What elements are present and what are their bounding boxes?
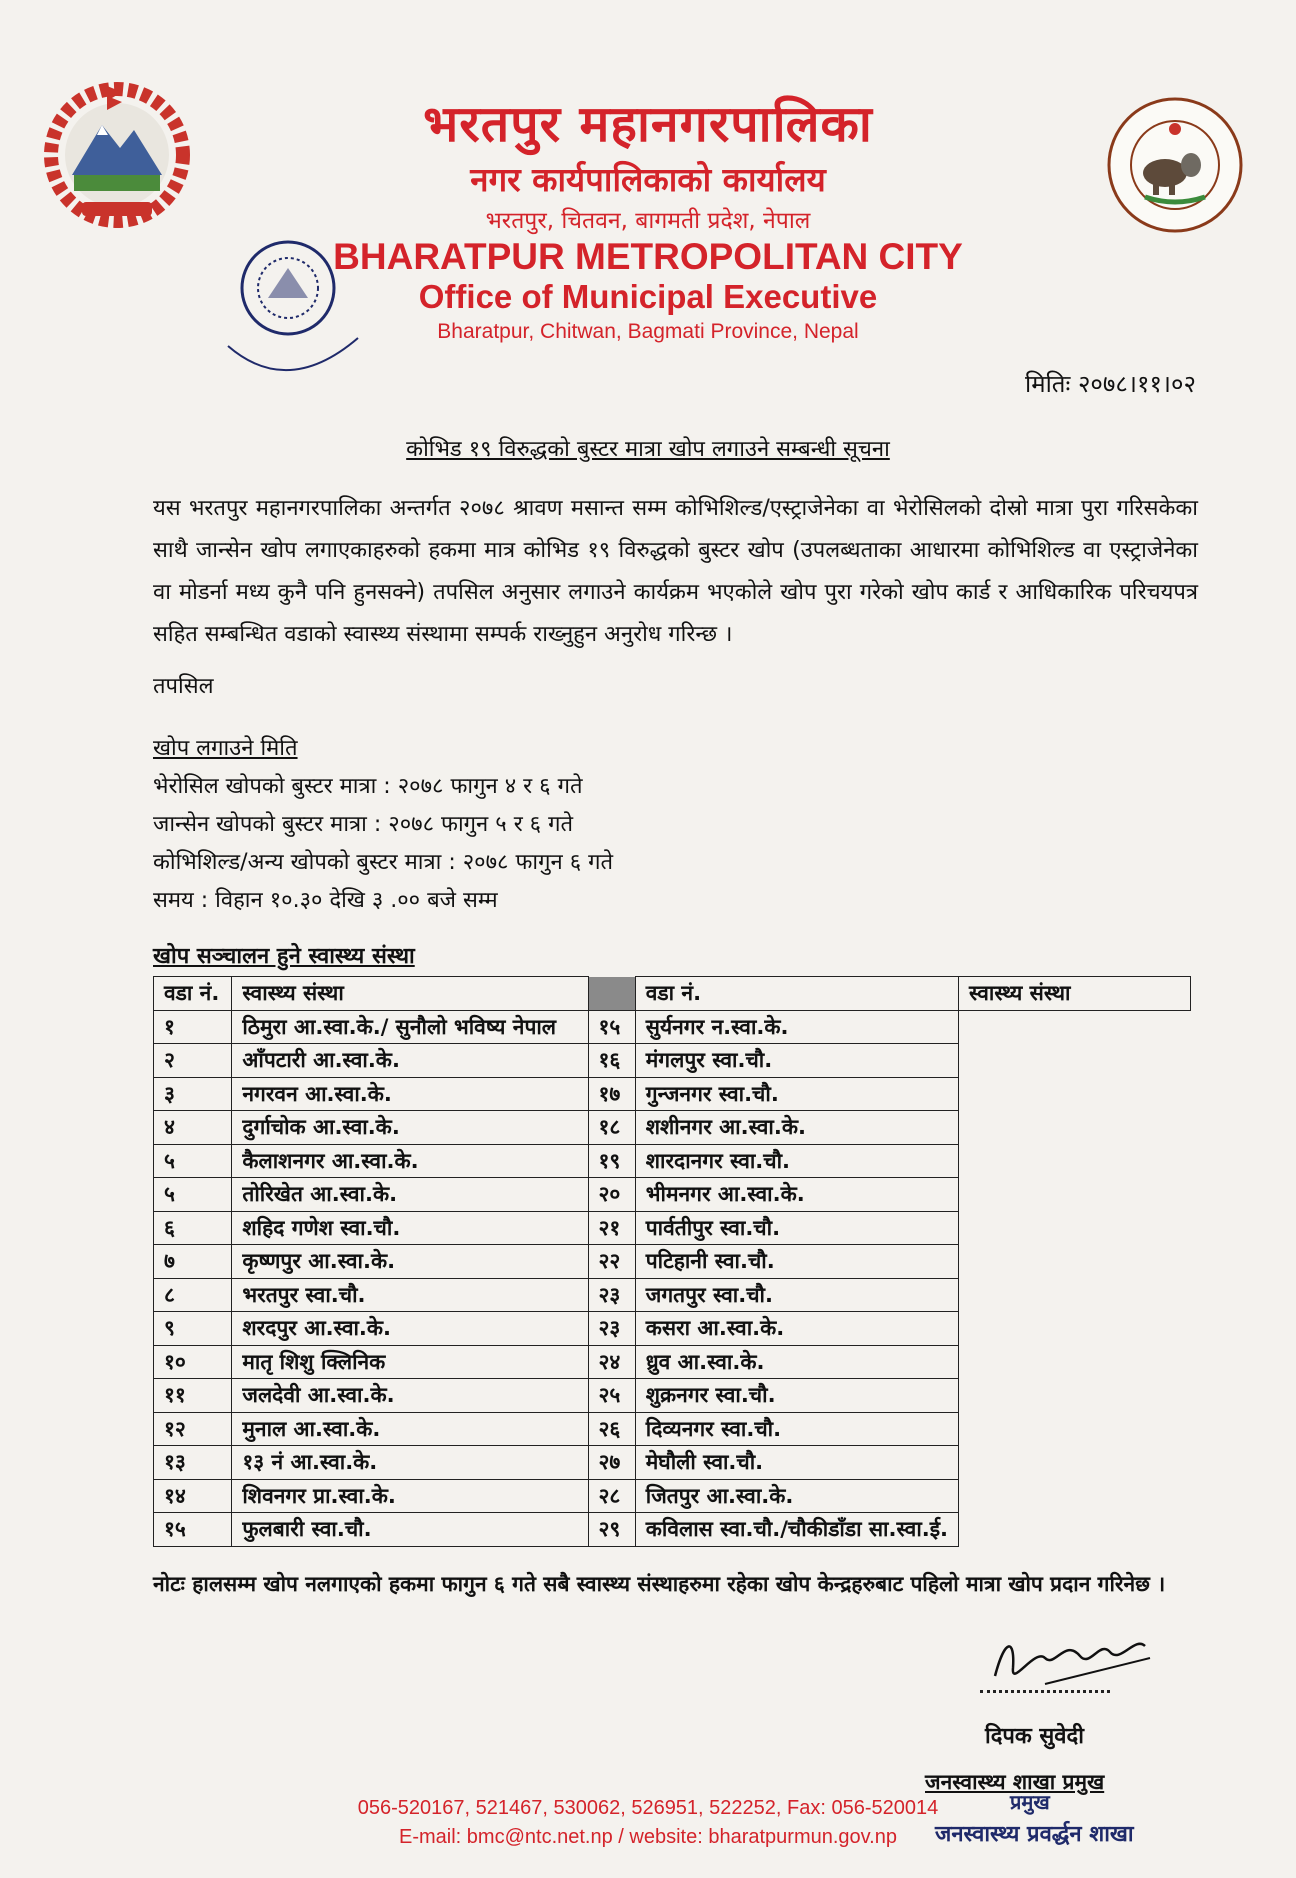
ward-number-cell: २५ [588,1379,635,1413]
stamp-branch-name: जनस्वास्थ्य प्रवर्द्धन शाखा [935,1822,1134,1847]
ward-number-cell: २ [154,1044,232,1078]
schedule-line: समय : विहान १०.३० देखि ३ .०० बजे सम्म [153,888,498,913]
facility-name-cell: पटिहानी स्वा.चौ. [635,1245,958,1279]
ward-number-cell: १५ [154,1513,232,1547]
facility-name-cell: फुलबारी स्वा.चौ. [232,1513,588,1547]
facility-name-cell: जगतपुर स्वा.चौ. [635,1278,958,1312]
vaccination-schedule [153,730,613,920]
facility-name-cell: कैलाशनगर आ.स्वा.के. [232,1144,588,1178]
ward-number-cell: ३ [154,1077,232,1111]
ward-number-cell: ८ [154,1278,232,1312]
table-row [154,1479,1191,1513]
notice-title: कोभिड १९ विरुद्धको बुस्टर मात्रा खोप लगाउने सम्बन्धी सूचना [406,437,890,462]
facility-name-cell: शशीनगर आ.स्वा.के. [635,1111,958,1145]
table-row [154,1312,1191,1346]
facility-name-cell: शारदानगर स्वा.चौ. [635,1144,958,1178]
signatory-role: जनस्वास्थ्य शाखा प्रमुख [925,1770,1105,1794]
notice-paragraph: यस भरतपुर महानगरपालिका अन्तर्गत २०७८ श्रावण मसान्त सम्म कोभिशिल्ड/एस्ट्राजेनेका वा भेरोसिलको दोस्रो मात्रा पुरा गरिसकेका साथै जान्सेन खोप लगाएकाहरुको हकमा मात्र कोभिड १९ विरुद्धको बुस्टर खोप (उपलब्धताका आधारमा कोभिशिल्ड वा एस्ट्राजेनेका वा मोडर्ना मध्य कुनै पनि हुनसक्ने) तपसिल अनुसार लगाउने कार्यक्रम भएकोले खोप पुरा गरेको खोप कार्ड र आधिकारिक परिचयपत्र सहित सम्बन्धित वडाको स्वास्थ्य संस्थामा सम्पर्क राख्नुहुन अनुरोध गरिन्छ । [153,496,1198,647]
table-row [154,1412,1191,1446]
ward-number-cell: १५ [588,1010,635,1044]
office-name-english: BHARATPUR METROPOLITAN CITY [333,236,963,277]
facility-name-cell: नगरवन आ.स्वा.के. [232,1077,588,1111]
ward-number-cell: १९ [588,1144,635,1178]
ward-number-cell: २६ [588,1412,635,1446]
facility-name-cell: तोरिखेत आ.स्वा.के. [232,1178,588,1212]
ward-number-cell: १० [154,1345,232,1379]
facility-name-cell: भरतपुर स्वा.चौ. [232,1278,588,1312]
table-row [154,1111,1191,1145]
ward-number-cell: २० [588,1178,635,1212]
facility-name-cell: मेघौली स्वा.चौ. [635,1446,958,1480]
office-subtitle-english: Office of Municipal Executive [418,278,878,315]
office-address-nepali: भरतपुर, चितवन, बागमती प्रदेश, नेपाल [485,208,811,234]
schedule-line: जान्सेन खोपको बुस्टर मात्रा : २०७८ फागुन ५ र ६ गते [153,812,574,837]
office-name-nepali: भरतपुर महानगरपालिका [423,95,873,153]
facility-name-cell: गुन्जनगर स्वा.चौ. [635,1077,958,1111]
facility-name-cell: ध्रुव आ.स्वा.के. [635,1345,958,1379]
ward-number-cell: २९ [588,1513,635,1547]
signature-line [980,1690,1110,1693]
signatory-name: दिपक सुवेदी [985,1724,1084,1749]
facility-name-cell: शुक्रनगर स्वा.चौ. [635,1379,958,1413]
facility-name-cell: १३ नं आ.स्वा.के. [232,1446,588,1480]
table-row [154,1446,1191,1480]
facility-name-cell: जलदेवी आ.स्वा.के. [232,1379,588,1413]
health-facility-table [153,976,1191,1547]
table-row [154,1379,1191,1413]
facility-name-cell: शिवनगर प्रा.स्वा.के. [232,1479,588,1513]
table-row [154,1044,1191,1078]
ward-number-cell: १३ [154,1446,232,1480]
table-header-row [154,977,1191,1011]
ward-number-cell: १ [154,1010,232,1044]
table-row [154,1010,1191,1044]
facility-name-cell: मातृ शिशु क्लिनिक [232,1345,588,1379]
facility-name-cell: सुर्यनगर न.स्वा.के. [635,1010,958,1044]
notice-date: मितिः २०७८।११।०२ [1025,370,1196,398]
facility-header: स्वास्थ्य संस्था [232,977,588,1011]
signature-icon [985,1628,1155,1690]
footer-contact: E-mail: bmc@ntc.net.np / website: bharatpurmun.gov.np [399,1826,897,1848]
stamp-label: प्रमुख [1010,1790,1050,1814]
facility-name-cell: कसरा आ.स्वा.के. [635,1312,958,1346]
ward-number-header: वडा नं. [635,977,958,1011]
facility-name-cell: पार्वतीपुर स्वा.चौ. [635,1211,958,1245]
table-row [154,1513,1191,1547]
details-label: तपसिल [153,674,214,699]
ward-number-header: वडा नं. [154,977,232,1011]
ward-number-cell: ९ [154,1312,232,1346]
facility-name-cell: मुनाल आ.स्वा.के. [232,1412,588,1446]
facility-name-cell: भीमनगर आ.स्वा.के. [635,1178,958,1212]
ward-number-cell: ११ [154,1379,232,1413]
table-row [154,1345,1191,1379]
schedule-heading: खोप लगाउने मिति [153,736,298,761]
ward-number-cell: ६ [154,1211,232,1245]
ward-number-cell: १७ [588,1077,635,1111]
office-address-english: Bharatpur, Chitwan, Bagmati Province, Nepal [437,320,859,343]
schedule-line: कोभिशिल्ड/अन्य खोपको बुस्टर मात्रा : २०७८ फागुन ६ गते [153,850,614,875]
table-row [154,1144,1191,1178]
ward-number-cell: २३ [588,1278,635,1312]
facility-name-cell: दुर्गाचोक आ.स्वा.के. [232,1111,588,1145]
table-divider [588,977,635,1011]
table-row [154,1211,1191,1245]
table-row [154,1077,1191,1111]
office-subtitle-nepali: नगर कार्यपालिकाको कार्यालय [470,160,826,199]
facility-name-cell: शरदपुर आ.स्वा.के. [232,1312,588,1346]
facility-name-cell: कृष्णपुर आ.स्वा.के. [232,1245,588,1279]
ward-number-cell: २२ [588,1245,635,1279]
ward-number-cell: ४ [154,1111,232,1145]
table-title: खोप सञ्चालन हुने स्वास्थ्य संस्था [153,944,415,969]
facility-name-cell: मंगलपुर स्वा.चौ. [635,1044,958,1078]
footer-phone-numbers: 056-520167, 521467, 530062, 526951, 522252, Fax: 056-520014 [357,1797,939,1819]
table-row [154,1245,1191,1279]
schedule-line: भेरोसिल खोपको बुस्टर मात्रा : २०७८ फागुन ४ र ६ गते [153,774,583,799]
ward-number-cell: २८ [588,1479,635,1513]
ward-number-cell: १२ [154,1412,232,1446]
ward-number-cell: ५ [154,1178,232,1212]
facility-header: स्वास्थ्य संस्था [959,977,1191,1011]
ward-number-cell: २३ [588,1312,635,1346]
table-row [154,1278,1191,1312]
ward-number-cell: २१ [588,1211,635,1245]
ward-number-cell: २४ [588,1345,635,1379]
ward-number-cell: ७ [154,1245,232,1279]
facility-name-cell: दिव्यनगर स्वा.चौ. [635,1412,958,1446]
facility-name-cell: कविलास स्वा.चौ./चौकीडाँडा सा.स्वा.ई. [635,1513,958,1547]
facility-name-cell: ठिमुरा आ.स्वा.के./ सुनौलो भविष्य नेपाल [232,1010,588,1044]
facility-name-cell: शहिद गणेश स्वा.चौ. [232,1211,588,1245]
table-row [154,1178,1191,1212]
ward-number-cell: १४ [154,1479,232,1513]
ward-number-cell: १६ [588,1044,635,1078]
ward-number-cell: ५ [154,1144,232,1178]
ward-number-cell: १८ [588,1111,635,1145]
facility-name-cell: जितपुर आ.स्वा.के. [635,1479,958,1513]
facility-name-cell: आँपटारी आ.स्वा.के. [232,1044,588,1078]
note-text: नोटः हालसम्म खोप नलगाएको हकमा फागुन ६ गते सबै स्वास्थ्य संस्थाहरुमा रहेका खोप केन्द्रहरुबाट पहिलो मात्रा खोप प्रदान गरिनेछ । [153,1572,1166,1596]
ward-number-cell: २७ [588,1446,635,1480]
